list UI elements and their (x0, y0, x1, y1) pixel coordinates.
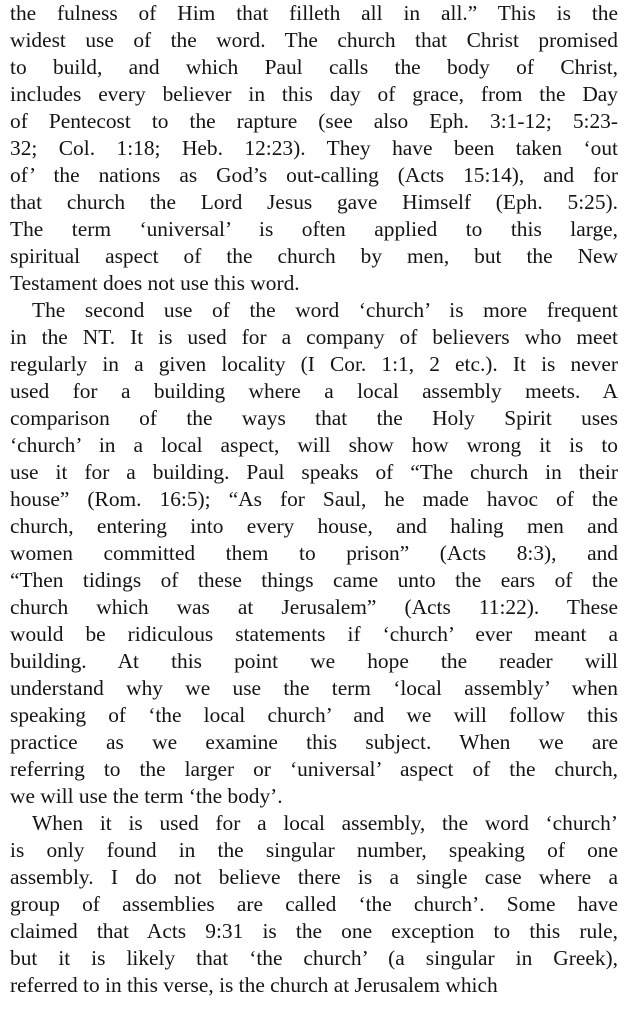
text-line: referring to the larger or ‘universal’ aspect of the church, (10, 757, 618, 781)
text-line: The second use of the word ‘church’ is more frequent (32, 298, 618, 322)
text-line: of Pentecost to the rapture (see also Eph. 3:1-12; 5:23- (10, 109, 618, 133)
text-line: but it is likely that ‘the church’ (a singular in Greek), (10, 946, 618, 970)
text-line: 32; Col. 1:18; Heb. 12:23). They have been taken ‘out (10, 136, 618, 160)
text-line: practice as we examine this subject. When we are (10, 730, 618, 754)
text-line: would be ridiculous statements if ‘church’ ever meant a (10, 622, 618, 646)
text-line: speaking of ‘the local church’ and we will follow this (10, 703, 618, 727)
text-line: women committed them to prison” (Acts 8:3), and (10, 541, 618, 565)
text-line: house” (Rom. 16:5); “As for Saul, he made havoc of the (10, 487, 618, 511)
text-line: “Then tidings of these things came unto the ears of the (10, 568, 618, 592)
text-line: comparison of the ways that the Holy Spirit uses (10, 406, 618, 430)
text-line: used for a building where a local assembly meets. A (10, 379, 618, 403)
text-line: claimed that Acts 9:31 is the one exception to this rule, (10, 919, 618, 943)
text-line: group of assemblies are called ‘the church’. Some have (10, 892, 618, 916)
text-line: includes every believer in this day of grace, from the Day (10, 82, 618, 106)
text-line: church which was at Jerusalem” (Acts 11:22). These (10, 595, 618, 619)
text-line: church, entering into every house, and haling men and (10, 514, 618, 538)
text-line: widest use of the word. The church that Christ promised (10, 28, 618, 52)
text-line: referred to in this verse, is the church at Jerusalem which (10, 973, 498, 997)
text-line: is only found in the singular number, speaking of one (10, 838, 618, 862)
text-line: When it is used for a local assembly, the word ‘church’ (32, 811, 618, 835)
text-line: regularly in a given locality (I Cor. 1:1, 2 etc.). It is never (10, 352, 618, 376)
text-line: to build, and which Paul calls the body of Christ, (10, 55, 618, 79)
text-line: understand why we use the term ‘local assembly’ when (10, 676, 618, 700)
text-line: the fulness of Him that filleth all in all.” This is the (10, 1, 618, 25)
text-line: that church the Lord Jesus gave Himself (Eph. 5:25). (10, 190, 618, 214)
paragraph-2 (10, 297, 618, 810)
text-line: The term ‘universal’ is often applied to this large, (10, 217, 618, 241)
paragraph-3 (10, 810, 618, 999)
text-line: ‘church’ in a local aspect, will show how wrong it is to (10, 433, 618, 457)
text-line: assembly. I do not believe there is a single case where a (10, 865, 618, 889)
text-line: spiritual aspect of the church by men, but the New (10, 244, 618, 268)
text-line: in the NT. It is used for a company of believers who meet (10, 325, 618, 349)
text-line: we will use the term ‘the body’. (10, 784, 283, 808)
text-line: building. At this point we hope the reader will (10, 649, 618, 673)
text-line: of’ the nations as God’s out-calling (Acts 15:14), and for (10, 163, 618, 187)
text-line: use it for a building. Paul speaks of “The church in their (10, 460, 618, 484)
document-page (10, 0, 618, 999)
text-line: Testament does not use this word. (10, 271, 300, 295)
paragraph-1 (10, 0, 618, 297)
